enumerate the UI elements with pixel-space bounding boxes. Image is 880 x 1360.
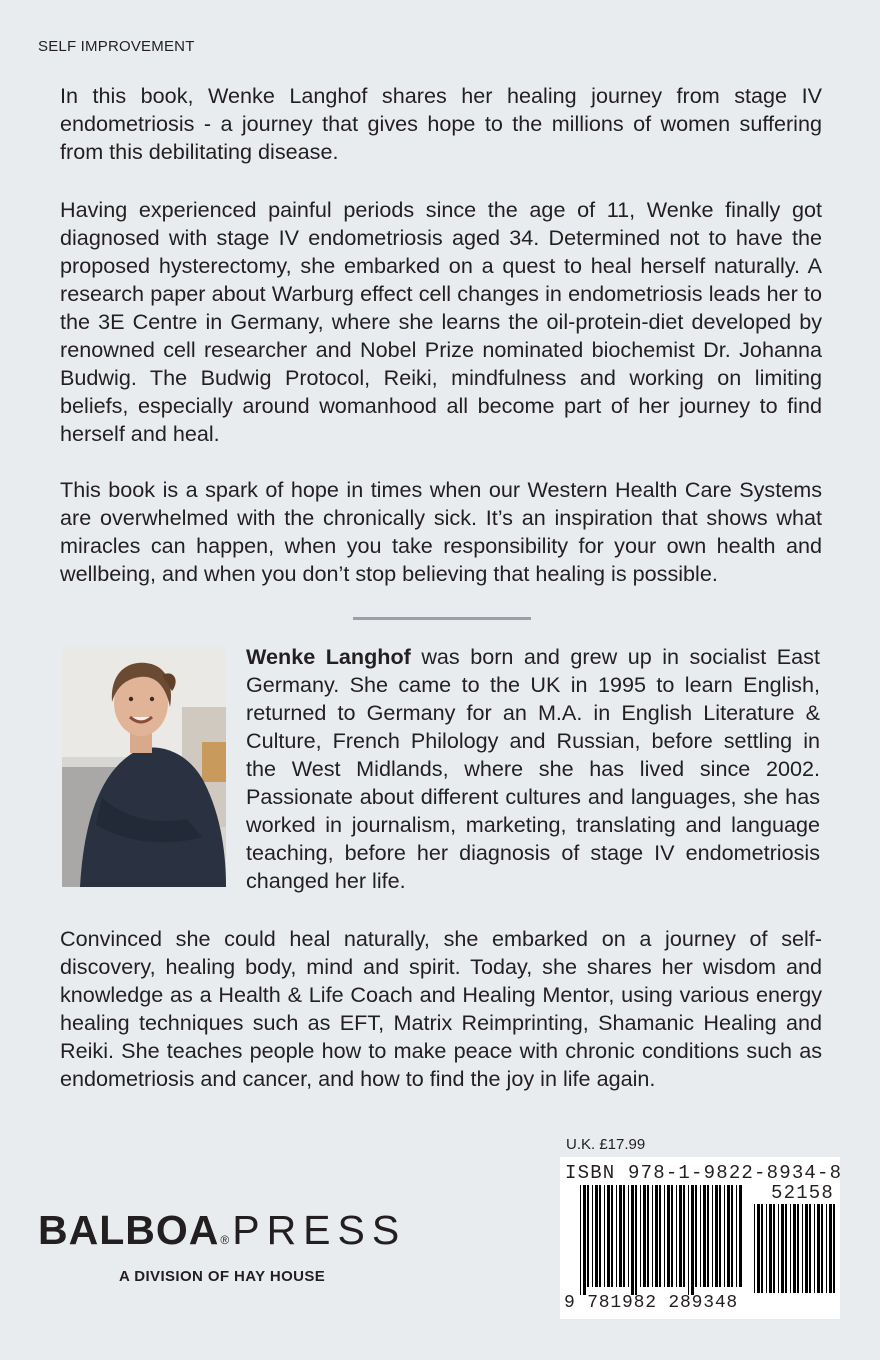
author-name: Wenke Langhof [246, 644, 411, 669]
barcode-bar [691, 1185, 694, 1295]
author-bio [246, 643, 820, 895]
barcode-bar [802, 1204, 803, 1293]
barcode-bar [580, 1185, 581, 1295]
registered-mark: ® [220, 1233, 231, 1247]
barcode-bar [635, 1185, 637, 1295]
barcode-bar [814, 1204, 815, 1293]
publisher-tagline: A DIVISION OF HAY HOUSE [119, 1268, 326, 1285]
publisher-name-bold: BALBOA [38, 1207, 220, 1253]
barcode-bar [676, 1185, 677, 1287]
barcode-bar [754, 1204, 755, 1293]
barcode-bar [829, 1204, 832, 1293]
barcode-bar [731, 1185, 733, 1287]
barcode-bar [715, 1185, 718, 1287]
barcode-bar [769, 1204, 772, 1293]
barcode-bar [640, 1185, 641, 1287]
barcode-bar [671, 1185, 673, 1287]
barcode-bar [766, 1204, 767, 1293]
barcode-bar [790, 1204, 791, 1293]
barcode-bar [739, 1185, 742, 1287]
barcode [560, 1157, 843, 1319]
publisher-logo [38, 1208, 406, 1285]
blurb-paragraph-1: In this book, Wenke Langhof shares her healing journey from stage IV endometriosis - a journey that gives hope to the millions of women suffering from this debilitating disease. [60, 83, 822, 164]
barcode-bar [703, 1185, 706, 1287]
barcode-bar [817, 1204, 820, 1293]
barcode-bar [679, 1185, 682, 1287]
price-label: U.K. £17.99 [566, 1136, 646, 1153]
isbn-label: ISBN 978-1-9822-8934-8 [565, 1162, 843, 1184]
barcode-bar [619, 1185, 622, 1287]
barcode-bar [785, 1204, 787, 1293]
barcode-bar [611, 1185, 613, 1287]
author-bio-text: was born and grew up in socialist East Germany. She came to the UK in 1995 to learn English, returned to Germany for an M.A. in English Literature & Culture, French Philology and Russian, before settling in the West Midlands, where she has lived since 2002. Passionate about different cultures and languages, she has worked in journalism, marketing, translating and language teaching, before her diagnosis of stage IV endometriosis changed her life. [246, 644, 820, 893]
barcode-bar [628, 1185, 629, 1287]
barcode-bar [587, 1185, 589, 1287]
barcode-bar [821, 1204, 823, 1293]
barcode-bar [664, 1185, 665, 1287]
barcode-bar [647, 1185, 649, 1287]
barcode-bar [652, 1185, 653, 1287]
section-divider [353, 617, 531, 620]
barcode-bar [736, 1185, 737, 1287]
barcode-bar [724, 1185, 725, 1287]
barcode-bar [667, 1185, 670, 1287]
author-paragraph-2: Convinced she could heal naturally, she embarked on a journey of self-discovery, healing body, mind and spirit. Today, she shares her wisdom and knowledge as a Health & Life Coach and Healing Mentor, using various energy healing techniques such as EFT, Matrix Reimprinting, Shamanic Healing and Reiki. She teaches people how to make peace with chronic conditions such as endometriosis and cancer, and how to find the joy in life again. [60, 926, 822, 1091]
barcode-bar [595, 1185, 598, 1287]
barcode-bar [607, 1185, 610, 1287]
barcode-bar [643, 1185, 646, 1287]
barcode-bar [833, 1204, 835, 1293]
barcode-bar [707, 1185, 709, 1287]
blurb-paragraph-3: This book is a spark of hope in times when our Western Health Care Systems are overwhelmed with the chronically sick. It’s an inspiration that shows what miracles can happen, when you take responsibility for your own health and wellbeing, and when you don’t stop believing that healing is possible. [60, 477, 822, 586]
blurb-paragraph-2: Having experienced painful periods since the age of 11, Wenke finally got diagnosed with stage IV endometriosis aged 34. Determined not to have the proposed hysterectomy, she embarked on a quest to heal herself naturally. A research paper about Warburg effect cell changes in endometriosis leads her to the 3E Centre in Germany, where she learns the oil-protein-diet developed by renowned cell researcher and Nobel Prize nominated biochemist Dr. Johanna Budwig. The Budwig Protocol, Reiki, mindfulness and working on limiting beliefs, especially around womanhood all become part of her journey to find herself and heal. [60, 197, 822, 446]
barcode-addon-number: 52158 [770, 1182, 834, 1204]
barcode-bar [793, 1204, 796, 1293]
barcode-bar [659, 1185, 661, 1287]
barcode-bar [583, 1185, 586, 1295]
barcode-bar [599, 1185, 601, 1287]
barcode-bar [773, 1204, 775, 1293]
barcode-bar [592, 1185, 593, 1287]
category-label: SELF IMPROVEMENT [38, 38, 195, 55]
barcode-bar [826, 1204, 827, 1293]
publisher-name-light: PRESS [232, 1207, 407, 1253]
barcode-bar [695, 1185, 697, 1287]
barcode-bar [616, 1185, 617, 1287]
barcode-bar [761, 1204, 763, 1293]
barcode-bar [719, 1185, 721, 1287]
barcode-digits: 9 781982 289348 [564, 1293, 739, 1313]
barcode-bar [809, 1204, 811, 1293]
barcode-bar [757, 1204, 760, 1293]
barcode-bar [781, 1204, 784, 1293]
barcode-bar [700, 1185, 701, 1287]
barcode-bar [623, 1185, 625, 1287]
author-photo [62, 647, 226, 887]
barcode-bar [631, 1185, 634, 1295]
barcode-bar [778, 1204, 779, 1293]
author-portrait-illustration [62, 647, 226, 887]
barcode-bar [655, 1185, 658, 1287]
barcode-bar [797, 1204, 799, 1293]
barcode-bar [688, 1185, 689, 1295]
barcode-bar [727, 1185, 730, 1287]
barcode-bar [683, 1185, 685, 1287]
barcode-bar [604, 1185, 605, 1287]
barcode-bar [805, 1204, 808, 1293]
barcode-bar [712, 1185, 713, 1287]
